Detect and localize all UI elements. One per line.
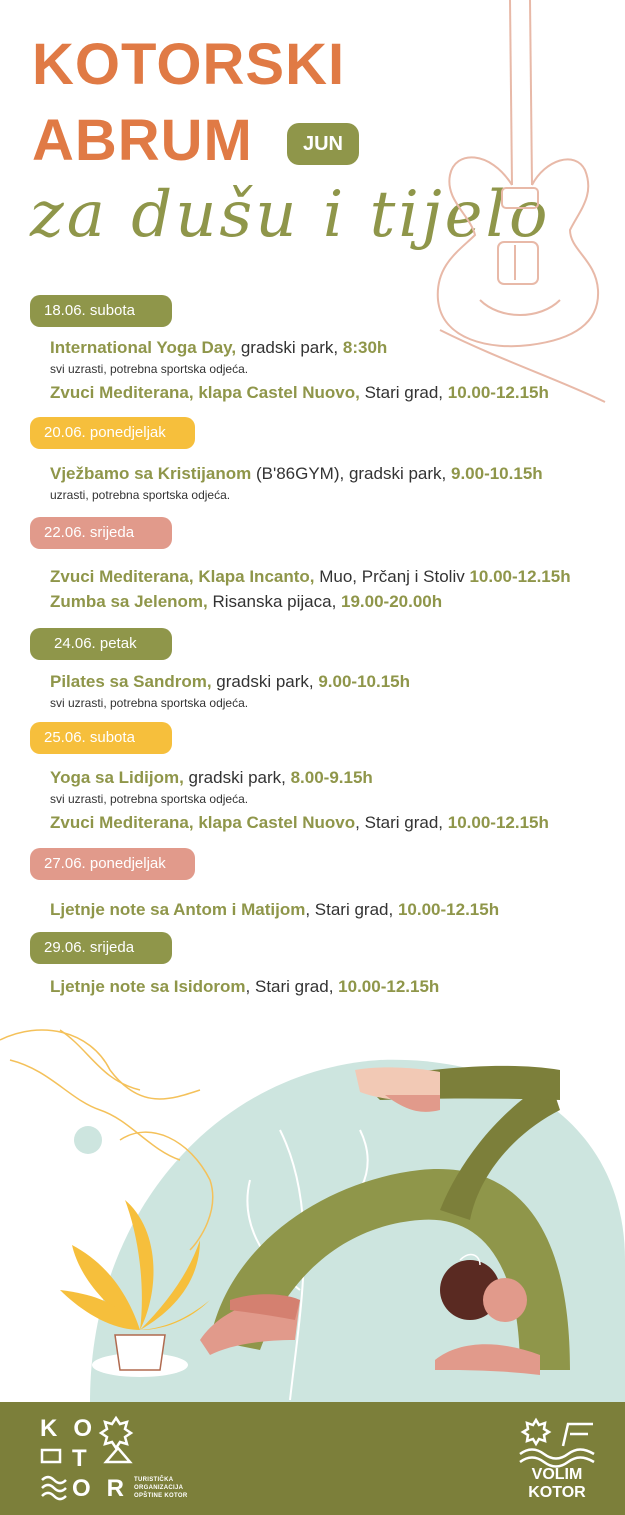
event-time: 8.00-9.15h <box>290 768 373 787</box>
event-name: Vježbamo sa Kristijanom <box>50 464 252 483</box>
event-place: Stari grad, <box>359 383 448 402</box>
tourism-line-2: ORGANIZACIJA <box>134 1485 184 1491</box>
event-place: gradski park, <box>211 672 319 691</box>
event-line <box>50 672 410 692</box>
event-name: Zvuci Mediterana, Klapa Incanto, <box>50 567 315 586</box>
event-place: , Stari grad, <box>245 977 339 996</box>
event-note: svi uzrasti, potrebna sportska odjeća. <box>50 696 249 710</box>
event-name: Pilates sa Sandrom, <box>50 672 212 691</box>
event-line <box>50 383 549 403</box>
tourism-org-label <box>134 1476 187 1500</box>
tourism-line-3: OPŠTINE KOTOR <box>134 1493 188 1499</box>
date-badge-22-06: 22.06. srijeda <box>30 517 172 549</box>
kotor-logo-row-2: T <box>72 1445 103 1472</box>
event-line <box>50 592 442 612</box>
event-time: 10.00-12.15h <box>447 813 549 832</box>
event-line <box>50 338 387 358</box>
event-name: Yoga sa Lidijom, <box>50 768 184 787</box>
event-note: svi uzrasti, potrebna sportska odjeća. <box>50 792 249 806</box>
event-time: 9.00-10.15h <box>318 672 411 691</box>
event-time: 10.00-12.15h <box>469 567 571 586</box>
guitar-illustration <box>420 0 625 410</box>
event-line <box>50 464 543 484</box>
event-place: (B'86GYM), gradski park, <box>251 464 451 483</box>
event-time: 10.00-12.15h <box>338 977 440 996</box>
event-time: 10.00-12.15h <box>397 900 500 919</box>
event-time: 19.00-20.00h <box>341 592 443 611</box>
month-badge: JUN <box>287 123 359 165</box>
event-time: 10.00-12.15h <box>447 383 549 402</box>
event-line <box>50 567 571 587</box>
kotor-logo-row-3: OR <box>72 1475 140 1502</box>
event-line <box>50 977 439 997</box>
date-badge-29-06: 29.06. srijeda <box>30 932 172 964</box>
event-place: gradski park, <box>183 768 291 787</box>
event-place: , Stari grad, <box>355 813 448 832</box>
event-name: Zvuci Mediterana, klapa Castel Nuovo, <box>50 383 360 402</box>
title-line-2: ABRUM <box>32 108 253 173</box>
event-name: Ljetnje note sa Antom i Matijom <box>50 900 306 919</box>
event-note: svi uzrasti, potrebna sportska odjeća. <box>50 362 249 376</box>
event-name: Zumba sa Jelenom, <box>50 592 208 611</box>
event-time: 9.00-10.15h <box>450 464 543 483</box>
event-place: Muo, Prčanj i Stoliv <box>314 567 470 586</box>
volim-line: VOLIM <box>531 1466 583 1483</box>
event-line <box>50 813 549 833</box>
event-place: gradski park, <box>236 338 343 357</box>
event-time: 8:30h <box>342 338 388 357</box>
kotor-line: KOTOR <box>528 1484 586 1501</box>
kotor-logo-icons <box>40 1414 135 1504</box>
date-badge-27-06: 27.06. ponedjeljak <box>30 848 195 880</box>
date-badge-20-06: 20.06. ponedjeljak <box>30 417 195 449</box>
event-place: Risanska pijaca, <box>207 592 342 611</box>
event-place: , Stari grad, <box>305 900 398 919</box>
event-name: International Yoga Day, <box>50 338 237 357</box>
date-badge-25-06: 25.06. subota <box>30 722 172 754</box>
event-name: Ljetnje note sa Isidorom <box>50 977 246 996</box>
volim-kotor-text <box>520 1466 594 1502</box>
kotor-logo-row-1: KO <box>40 1415 108 1442</box>
subtitle: za dušu i tijelo <box>30 178 551 252</box>
event-name: Zvuci Mediterana, klapa Castel Nuovo <box>50 813 356 832</box>
date-badge-18-06: 18.06. subota <box>30 295 172 327</box>
event-note: uzrasti, potrebna sportska odjeća. <box>50 488 231 502</box>
date-badge-24-06: 24.06. petak <box>30 628 172 660</box>
event-line <box>50 900 499 920</box>
title-line-1: KOTORSKI <box>32 32 346 97</box>
event-line <box>50 768 373 788</box>
yoga-illustration <box>0 1010 625 1405</box>
tourism-line-1: TURISTIČKA <box>134 1477 174 1483</box>
